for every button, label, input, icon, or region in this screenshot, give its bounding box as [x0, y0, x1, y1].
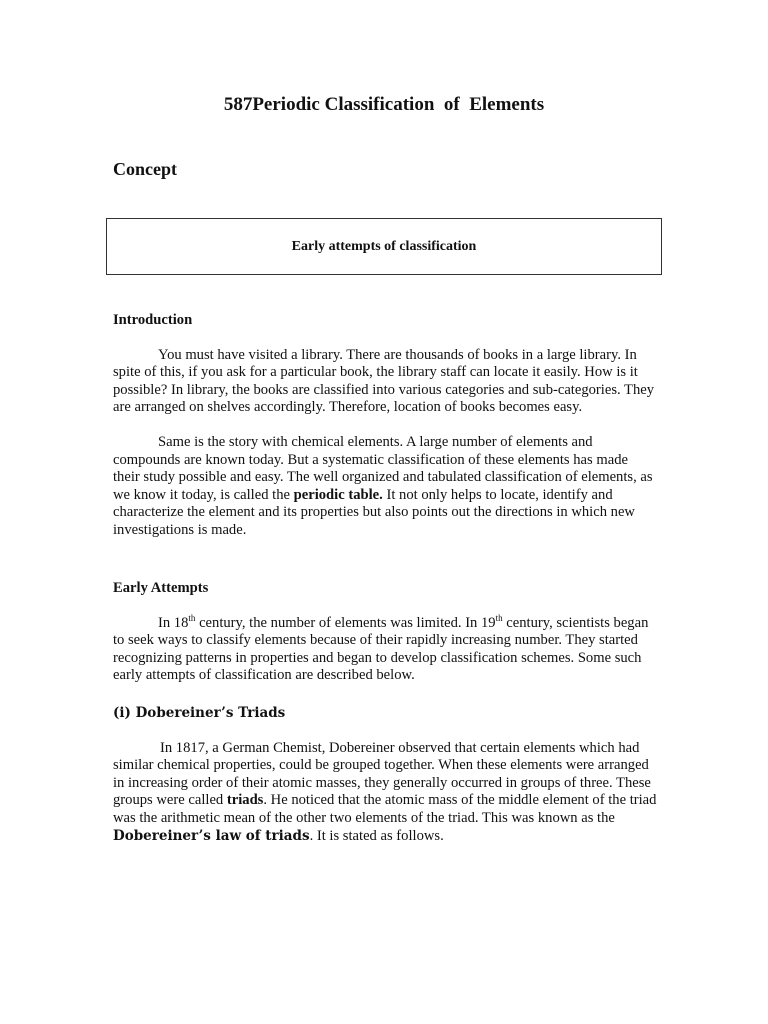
introduction-heading: Introduction — [113, 312, 193, 328]
triads-section — [113, 705, 658, 845]
periodic-table-term: periodic table. — [293, 486, 383, 503]
triads-term: triads — [226, 792, 264, 809]
introduction-paragraph-1: You must have visited a library. There are thousands of books in a large library. In spite of this, if you ask for a particular book, the library staff can locate it easily. How is it possible? In library, the books are classified into various categories and sub-categories. They are arranged on shelves accordingly. Therefore, location of books becomes easy. — [113, 346, 655, 416]
triads-paragraph: In 1817, a German Chemist, Dobereiner observed that certain elements which had similar chemical properties, could be grouped together. When these elements were arranged in increasing order of their atomic masses, they generally occurred in groups of three. These groups were called triads. He noticed that the atomic mass of the middle element of the triad was the arithmetic mean of the other two elements of the triad. This was known as the Dobereiner’s law of triads. It is stated as follows. — [113, 739, 657, 844]
early-attempts-section — [113, 580, 658, 685]
introduction-paragraph-2: Same is the story with chemical elements. A large number of elements and compounds are known today. But a systematic classification of these elements has made their study possible and easy. The well organized and tabulated classification of elements, as we know it today, is called the periodic table. It not only helps to locate, identify and characterize the element and its properties but also points out the directions in which new investigations is made. — [113, 433, 653, 538]
early-attempts-paragraph: In 18th century, the number of elements was limited. In 19th century, scientists began to seek ways to classify elements because of their rapidly increasing number. They started recognizing patterns in properties and began to develop classification schemes. Some such early attempts of classification are described below. — [113, 612, 649, 684]
early-attempts-heading: Early Attempts — [113, 580, 209, 596]
page-title: 587Periodic Classification of Elements — [223, 94, 545, 115]
topic-box — [106, 218, 662, 275]
triads-heading: (i) Dobereiner’s Triads — [113, 705, 286, 721]
concept-heading: Concept — [113, 159, 177, 179]
introduction-section — [113, 312, 658, 540]
topic-box-title: Early attempts of classification — [291, 238, 477, 254]
law-of-triads-term: Dobereiner’s law of triads — [113, 827, 310, 844]
